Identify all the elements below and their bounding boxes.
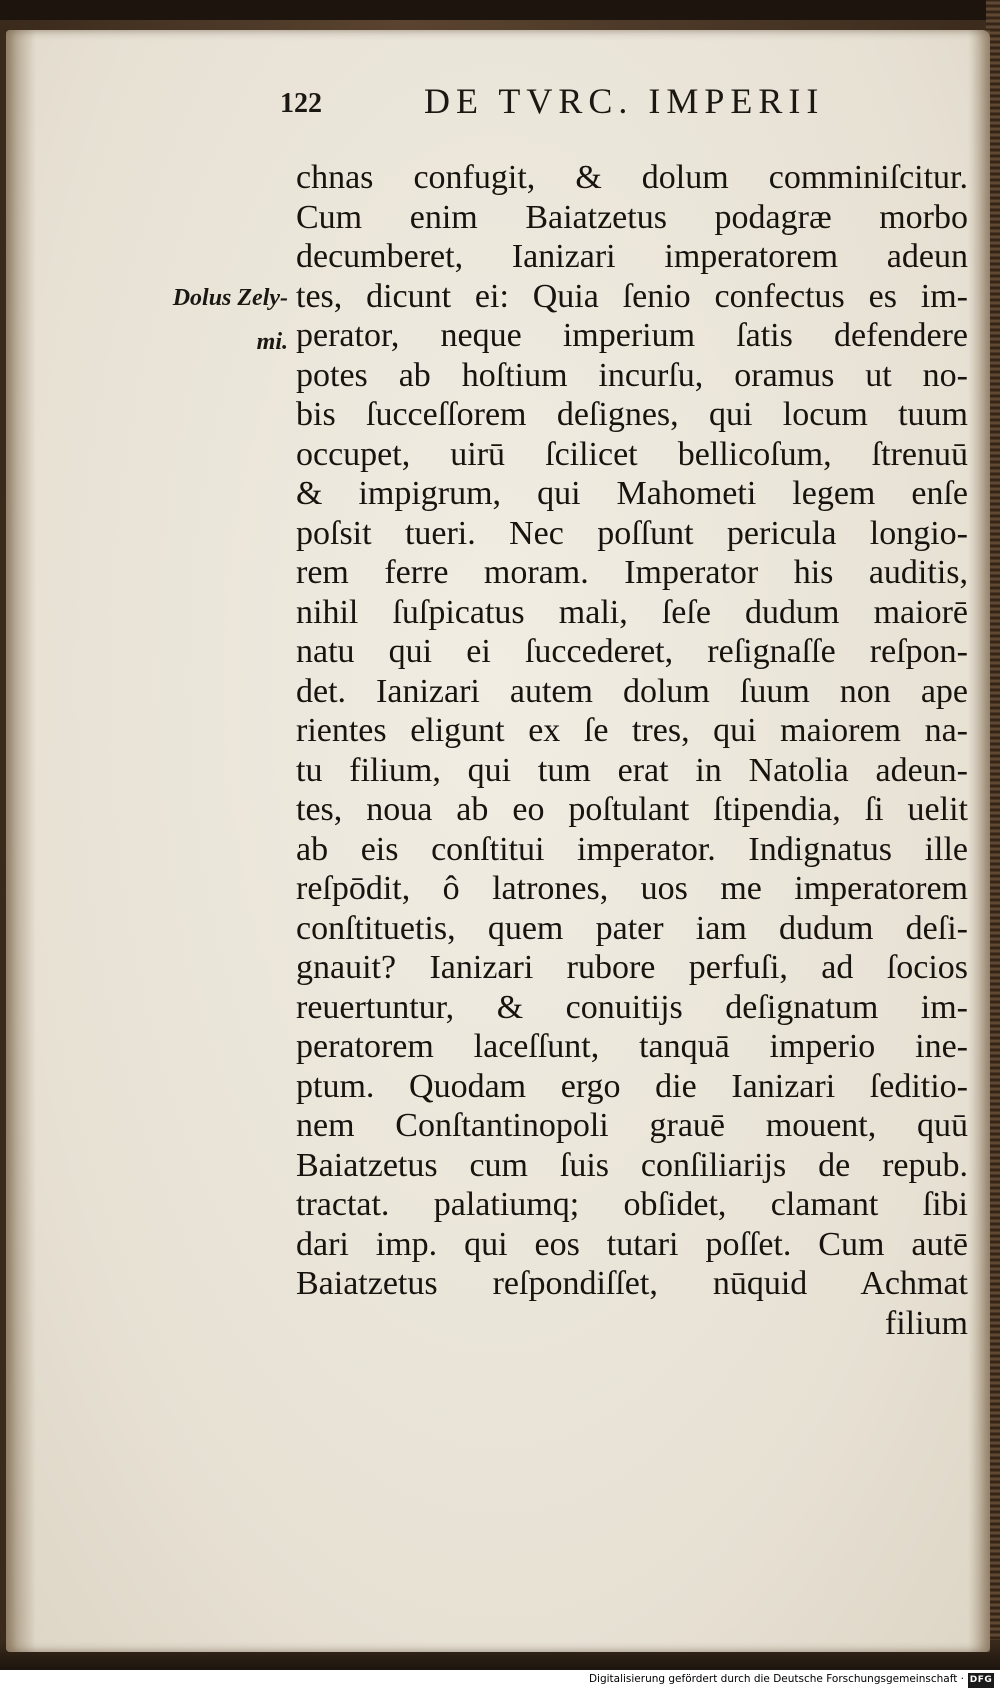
page-spine-shadow	[6, 30, 36, 1652]
page-header	[6, 80, 990, 126]
marginal-note-line: mi.	[256, 329, 288, 355]
text-line: Baiatzetus reſpondiſſet, nūquid Achmat	[296, 1265, 968, 1302]
text-line: reſpōdit, ô latrones, uos me imperatorem	[296, 870, 968, 907]
text-line: potes ab hoſtium incurſu, oramus ut no-	[296, 356, 968, 394]
running-head: DE TVRC. IMPERII	[424, 81, 825, 121]
text-line: filium	[884, 1304, 968, 1342]
text-line: nihil ſuſpicatus mali, ſeſe dudum maiorē	[296, 593, 968, 631]
dfg-logo: DFG	[968, 1673, 994, 1688]
text-line: reuertuntur, & conuitijs deſignatum im-	[296, 988, 968, 1026]
text-line: peratorem laceſſunt, tanquā imperio ine-	[296, 1028, 968, 1065]
text-line: rientes eligunt ex ſe tres, qui maiorem na-	[296, 712, 968, 749]
book-page	[6, 30, 990, 1652]
text-line: chnas confugit, & dolum comminiſcitur.	[296, 159, 968, 196]
text-line: poſsit tueri. Nec poſſunt pericula longio-	[296, 514, 968, 552]
text-line: bis ſucceſſorem deſignes, qui locum tuum	[296, 396, 968, 433]
footer-bar	[0, 1670, 1000, 1693]
text-line: natu qui ei ſuccederet, reſignaſſe reſpon-	[296, 633, 968, 670]
text-line: occupet, uirū ſcilicet bellicoſum, ſtrenuū	[296, 435, 968, 473]
text-line: dari imp. qui eos tutari poſſet. Cum autē	[296, 1225, 968, 1263]
text-line: tractat. palatiumq; obſidet, clamant ſibi	[296, 1186, 968, 1223]
text-line: tu filium, qui tum erat in Natolia adeun-	[296, 751, 968, 789]
text-line: det. Ianizari autem dolum ſuum non ape	[296, 672, 968, 710]
funding-credit: Digitalisierung gefördert durch die Deutsche Forschungsgemeinschaft ·	[588, 1673, 964, 1685]
text-line: perator, neque imperium ſatis defendere	[296, 317, 968, 354]
text-line: nem Conſtantinopoli grauē mouent, quū	[296, 1107, 968, 1144]
body-text	[296, 158, 968, 1343]
text-line: Baiatzetus cum ſuis conſiliarijs de repub.	[296, 1146, 968, 1184]
text-line: tes, dicunt ei: Quia ſenio confectus es im-	[296, 277, 968, 315]
marginal-note-line: Dolus Zely-	[172, 285, 288, 311]
text-line: decumberet, Ianizari imperatorem adeun	[296, 238, 968, 275]
text-line: ptum. Quodam ergo die Ianizari ſeditio-	[296, 1067, 968, 1105]
book-top-edge	[0, 0, 1000, 20]
page-edge-shadow	[968, 30, 990, 1652]
text-line: rem ferre moram. Imperator his auditis,	[296, 554, 968, 591]
page-number: 122	[280, 88, 322, 119]
text-line: & impigrum, qui Mahometi legem enſe	[296, 475, 968, 512]
text-line: gnauit? Ianizari rubore perfuſi, ad ſocios	[296, 949, 968, 986]
text-line: ab eis conſtitui imperator. Indignatus ille	[296, 830, 968, 868]
text-line: conſtituetis, quem pater iam dudum deſi-	[296, 909, 968, 947]
text-line: tes, noua ab eo poſtulant ſtipendia, ſi uelit	[296, 791, 968, 828]
marginal-note	[140, 276, 288, 364]
text-line: Cum enim Baiatzetus podagræ morbo	[296, 198, 968, 236]
